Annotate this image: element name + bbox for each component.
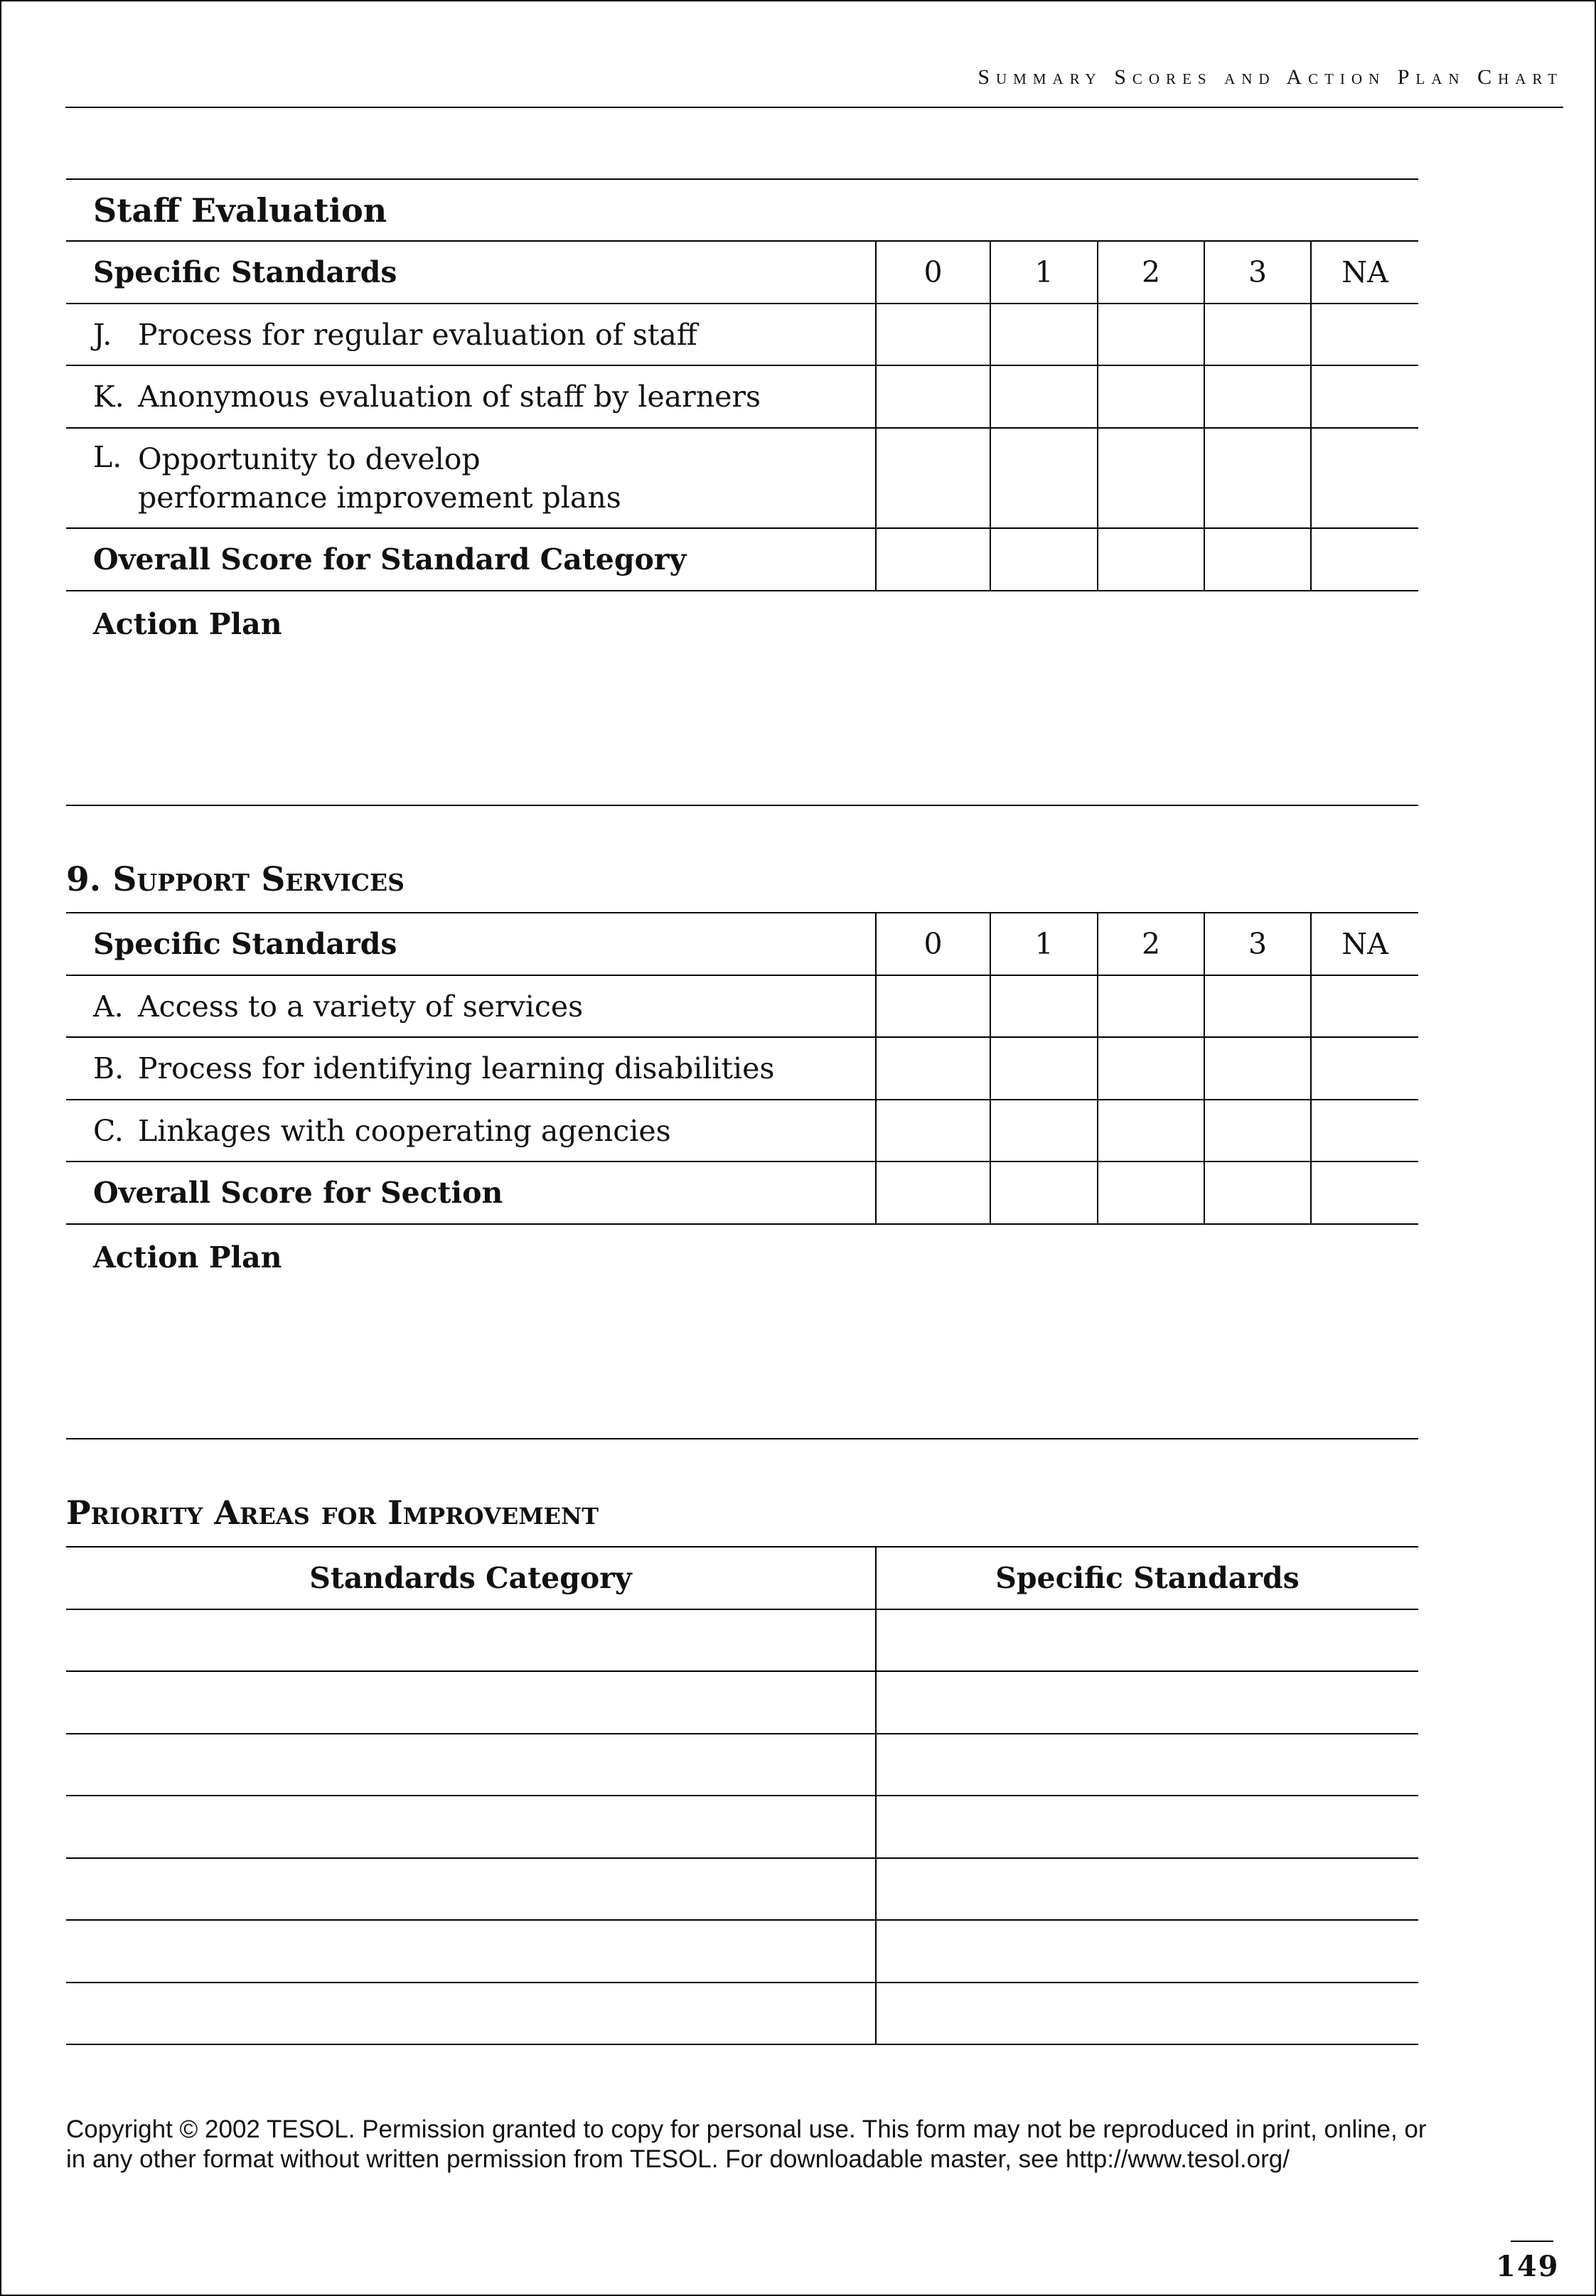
score-cell[interactable] (1098, 365, 1204, 428)
score-cell[interactable] (1311, 528, 1418, 591)
entry-cell[interactable] (66, 1609, 876, 1671)
priority-header-row (66, 1547, 1418, 1609)
score-col-2: 2 (1098, 241, 1204, 304)
entry-cell[interactable] (876, 1983, 1418, 2044)
score-cell[interactable] (990, 428, 1098, 528)
table-row (66, 1100, 1418, 1162)
entry-cell[interactable] (876, 1858, 1418, 1920)
priority-areas-table (66, 1546, 1418, 2045)
entry-cell[interactable] (66, 1671, 876, 1734)
score-cell[interactable] (1204, 365, 1311, 428)
score-col-0: 0 (876, 913, 990, 975)
score-cell[interactable] (876, 428, 990, 528)
score-cell[interactable] (1098, 1162, 1204, 1224)
overall-score-row (66, 1162, 1418, 1224)
item-text: Anonymous evaluation of staff by learners (138, 380, 761, 414)
entry-cell[interactable] (66, 1983, 876, 2044)
score-col-3: 3 (1204, 241, 1311, 304)
score-cell[interactable] (990, 1037, 1098, 1100)
specific-standards-header: Specific Standards (66, 913, 876, 975)
action-plan-row (66, 1224, 1418, 1439)
table-row (66, 1983, 1418, 2044)
table-row (66, 365, 1418, 428)
support-services-table (66, 912, 1418, 1439)
score-col-na: NA (1311, 913, 1418, 975)
score-cell[interactable] (876, 975, 990, 1037)
score-cell[interactable] (1311, 428, 1418, 528)
score-col-1: 1 (990, 913, 1098, 975)
score-cell[interactable] (1098, 428, 1204, 528)
score-cell[interactable] (1204, 1037, 1311, 1100)
entry-cell[interactable] (876, 1671, 1418, 1734)
score-cell[interactable] (990, 1162, 1098, 1224)
overall-score-label: Overall Score for Section (66, 1162, 876, 1224)
overall-score-row (66, 528, 1418, 591)
score-cell[interactable] (876, 1100, 990, 1162)
item-text: Opportunity to develop performance improvement plans (138, 441, 621, 515)
score-cell[interactable] (876, 365, 990, 428)
section-title: Support Services (112, 860, 405, 899)
entry-cell[interactable] (66, 1796, 876, 1858)
score-cell[interactable] (1311, 1162, 1418, 1224)
score-cell[interactable] (990, 365, 1098, 428)
table-row (66, 428, 1418, 528)
entry-cell[interactable] (876, 1734, 1418, 1796)
item-letter: B. (93, 1051, 124, 1085)
score-cell[interactable] (1311, 1037, 1418, 1100)
specific-standards-header: Specific Standards (876, 1547, 1418, 1609)
item-letter: A. (93, 989, 124, 1024)
staff-evaluation-table (66, 178, 1418, 806)
item-letter: J. (93, 317, 112, 352)
action-plan-label: Action Plan (93, 607, 282, 641)
score-cell[interactable] (1204, 1162, 1311, 1224)
action-plan-row (66, 591, 1418, 805)
score-cell[interactable] (1098, 1037, 1204, 1100)
score-cell[interactable] (876, 1162, 990, 1224)
score-cell[interactable] (1204, 428, 1311, 528)
table-row (66, 1920, 1418, 1983)
score-cell[interactable] (1311, 1100, 1418, 1162)
score-cell[interactable] (1204, 304, 1311, 365)
page-number: 149 (1496, 2250, 1560, 2283)
score-col-2: 2 (1098, 913, 1204, 975)
section-number: 9. (66, 860, 102, 899)
score-cell[interactable] (876, 528, 990, 591)
entry-cell[interactable] (66, 1858, 876, 1920)
running-head: Summary Scores and Action Plan Chart (978, 65, 1563, 89)
score-cell[interactable] (1098, 975, 1204, 1037)
entry-cell[interactable] (66, 1734, 876, 1796)
entry-cell[interactable] (876, 1920, 1418, 1983)
specific-standards-header: Specific Standards (66, 241, 876, 304)
table-row (66, 1734, 1418, 1796)
staff-evaluation-title: Staff Evaluation (66, 179, 1418, 241)
score-cell[interactable] (1311, 365, 1418, 428)
copyright-notice: Copyright © 2002 TESOL. Permission granted to copy for personal use. This form may not be reproduced in print, online, or in any other format without written permission from TESOL. For downloadable master, see http://www.tesol.org/ (66, 2115, 1427, 2173)
item-text: Access to a variety of services (138, 989, 584, 1024)
overall-score-label: Overall Score for Standard Category (66, 528, 876, 591)
page-number-rule (1511, 2241, 1553, 2242)
score-col-na: NA (1311, 241, 1418, 304)
standards-category-header: Standards Category (66, 1547, 876, 1609)
score-cell[interactable] (1204, 1100, 1311, 1162)
item-letter: C. (93, 1113, 124, 1148)
score-cell[interactable] (1204, 528, 1311, 591)
score-col-3: 3 (1204, 913, 1311, 975)
score-cell[interactable] (1098, 528, 1204, 591)
table-row (66, 1858, 1418, 1920)
score-cell[interactable] (990, 1100, 1098, 1162)
entry-cell[interactable] (876, 1796, 1418, 1858)
item-letter: L. (93, 439, 122, 474)
table-row (66, 304, 1418, 365)
item-text: Process for regular evaluation of staff (138, 317, 697, 352)
item-text: Process for identifying learning disabilities (138, 1051, 775, 1085)
table-row (66, 1609, 1418, 1671)
entry-cell[interactable] (876, 1609, 1418, 1671)
action-plan-label: Action Plan (93, 1240, 282, 1275)
score-col-1: 1 (990, 241, 1098, 304)
entry-cell[interactable] (66, 1920, 876, 1983)
priority-areas-heading: Priority Areas for Improvement (66, 1493, 599, 1532)
score-cell[interactable] (1311, 304, 1418, 365)
score-cell[interactable] (990, 975, 1098, 1037)
score-cell[interactable] (876, 304, 990, 365)
score-cell[interactable] (1098, 304, 1204, 365)
table-row (66, 1796, 1418, 1858)
score-cell[interactable] (1311, 975, 1418, 1037)
score-cell[interactable] (990, 304, 1098, 365)
support-services-heading (66, 860, 405, 899)
table-row (66, 1671, 1418, 1734)
item-text: Linkages with cooperating agencies (138, 1113, 671, 1148)
header-rule (65, 107, 1563, 108)
support-header-row (66, 913, 1418, 975)
staff-header-row (66, 241, 1418, 304)
score-col-0: 0 (876, 241, 990, 304)
item-letter: K. (93, 380, 124, 414)
table-row (66, 975, 1418, 1037)
score-cell[interactable] (1098, 1100, 1204, 1162)
score-cell[interactable] (990, 528, 1098, 591)
table-row (66, 1037, 1418, 1100)
score-cell[interactable] (1204, 975, 1311, 1037)
score-cell[interactable] (876, 1037, 990, 1100)
